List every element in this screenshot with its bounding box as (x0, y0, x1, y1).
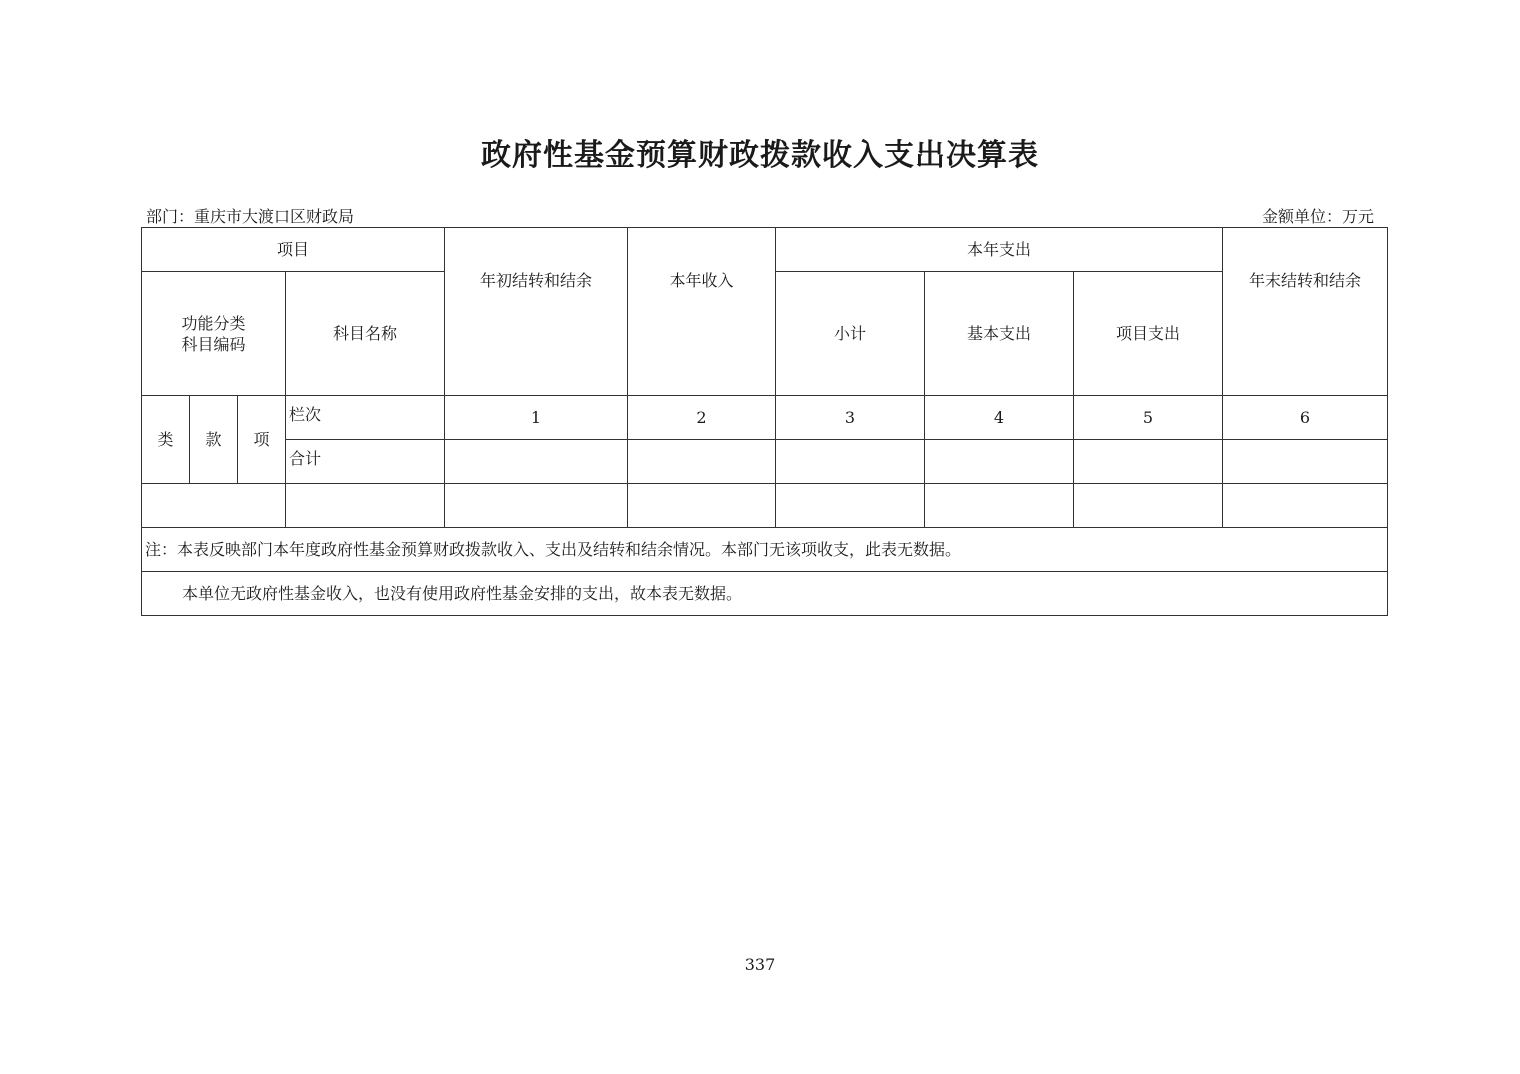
table-note-2: 本单位无政府性基金收入，也没有使用政府性基金安排的支出，故本表无数据。 (142, 572, 1388, 616)
empty-data-row (142, 484, 1388, 528)
header-function-code-line2: 科目编码 (181, 334, 246, 354)
empty-cell-5 (1074, 484, 1223, 528)
column-number-5: 5 (1074, 396, 1223, 440)
total-row (142, 440, 1388, 484)
header-current-income-label: 本年收入 (669, 270, 734, 290)
empty-name-cell (286, 484, 445, 528)
column-number-1: 1 (445, 396, 628, 440)
header-row-1 (142, 228, 1388, 272)
header-current-income (628, 228, 776, 396)
total-cell-3 (776, 440, 925, 484)
header-subject-name: 科目名称 (286, 272, 445, 396)
header-item: 项 (238, 396, 286, 484)
empty-cell-2 (628, 484, 776, 528)
empty-cell-4 (925, 484, 1074, 528)
column-number-4: 4 (925, 396, 1074, 440)
header-section: 款 (190, 396, 238, 484)
header-project-expense: 项目支出 (1074, 272, 1223, 396)
total-cell-5 (1074, 440, 1223, 484)
header-category: 类 (142, 396, 190, 484)
header-closing-balance (1223, 228, 1388, 396)
column-number-6: 6 (1223, 396, 1388, 440)
total-cell-6 (1223, 440, 1388, 484)
unit-label: 金额单位：万元 (1261, 207, 1374, 226)
budget-table (141, 227, 1388, 616)
header-subtotal: 小计 (776, 272, 925, 396)
header-function-code-line1: 功能分类 (181, 313, 246, 333)
column-number-2: 2 (628, 396, 776, 440)
total-label: 合计 (286, 440, 445, 484)
header-function-code (142, 272, 286, 396)
total-cell-2 (628, 440, 776, 484)
total-cell-4 (925, 440, 1074, 484)
total-cell-1 (445, 440, 628, 484)
page-title: 政府性基金预算财政拨款收入支出决算表 (481, 138, 1039, 173)
department-label: 部门：重庆市大渡口区财政局 (146, 207, 355, 226)
empty-cell-1 (445, 484, 628, 528)
header-current-expense: 本年支出 (776, 228, 1223, 272)
empty-cell-6 (1223, 484, 1388, 528)
table-note: 注：本表反映部门本年度政府性基金预算财政拨款收入、支出及结转和结余情况。本部门无该项收支，此表无数据。 (142, 528, 1388, 572)
empty-code-cell (142, 484, 286, 528)
header-closing-balance-label: 年末结转和结余 (1249, 270, 1362, 290)
column-number-3: 3 (776, 396, 925, 440)
header-project: 项目 (142, 228, 445, 272)
note-row (142, 528, 1388, 572)
header-opening-balance (445, 228, 628, 396)
header-function-code-stack (142, 313, 285, 355)
column-row-label: 栏次 (286, 396, 445, 440)
note-row-2 (142, 572, 1388, 616)
header-opening-balance-label: 年初结转和结余 (480, 270, 593, 290)
page-number: 337 (744, 955, 776, 974)
column-number-row (142, 396, 1388, 440)
header-basic-expense: 基本支出 (925, 272, 1074, 396)
empty-cell-3 (776, 484, 925, 528)
